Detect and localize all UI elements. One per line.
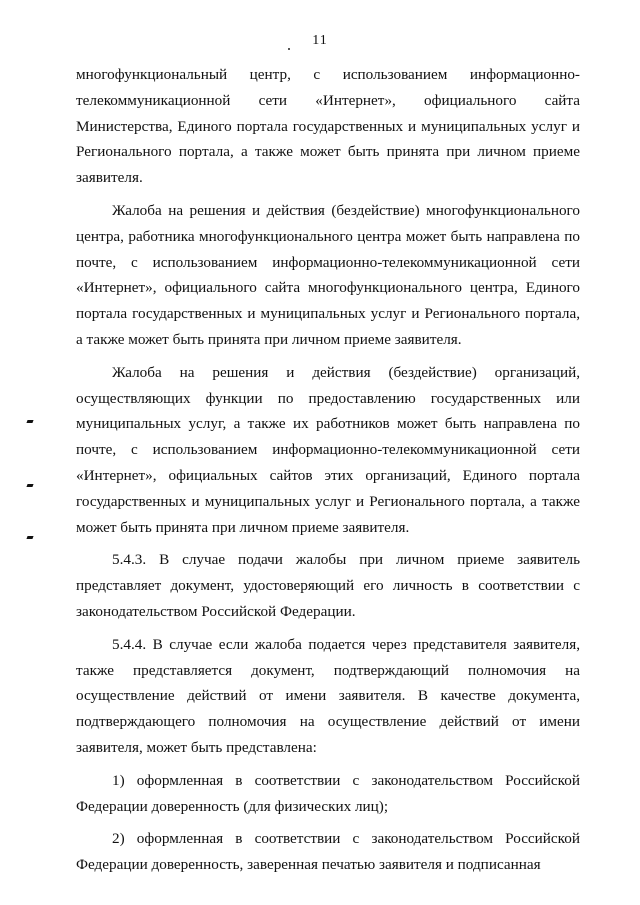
- page-number: 11: [312, 33, 328, 48]
- scan-speck: [288, 48, 290, 50]
- margin-mark: [26, 536, 33, 539]
- paragraph-2: Жалоба на решения и действия (бездействие) многофункционального центра, работника многофункционального центра может быть направлена по почте, с использованием информационно-телекоммуникационной сети «Интернет», официального сайта многофункционального центра, Единого портала государственных и муниципальных услуг и Регионального портала, а также может быть принята при личном приеме заявителя.: [76, 201, 580, 348]
- paragraph-1: многофункциональный центр, с использованием информационно-телекоммуникационной сети «Интернет», официального сайта Министерства, Единого портала государственных и муниципальных услуг и Регионального портала, а также может быть принята при личном приеме заявителя.: [76, 66, 580, 187]
- paragraph-4: 5.4.3. В случае подачи жалобы при личном приеме заявитель представляет документ, удостоверяющий его личность в соответствии с законодательством Российской Федерации.: [76, 551, 580, 620]
- margin-mark: [26, 420, 33, 423]
- paragraph-3: Жалоба на решения и действия (бездействие) организаций, осуществляющих функции по предоставлению государственных или муниципальных услуг, а также их работников может быть направлена по почте, с использованием информационно-телекоммуникационной сети «Интернет», официальных сайтов этих организаций, Единого портала государственных и муниципальных услуг и Регионального портала, а также может быть принята при личном приеме заявителя.: [76, 363, 580, 536]
- margin-mark: [26, 484, 33, 487]
- list-item-2: 2) оформленная в соответствии с законодательством Российской Федерации доверенность, заверенная печатью заявителя и подписанная: [76, 830, 580, 874]
- list-item-1: 1) оформленная в соответствии с законодательством Российской Федерации доверенность (для физических лиц);: [76, 771, 580, 815]
- document-body: [76, 62, 580, 878]
- paragraph-5: 5.4.4. В случае если жалоба подается через представителя заявителя, также представляется документ, подтверждающий полномочия на осуществление действий от имени заявителя. В качестве документа, подтверждающего полномочия на осуществление действий от имени заявителя, может быть представлена:: [76, 635, 580, 756]
